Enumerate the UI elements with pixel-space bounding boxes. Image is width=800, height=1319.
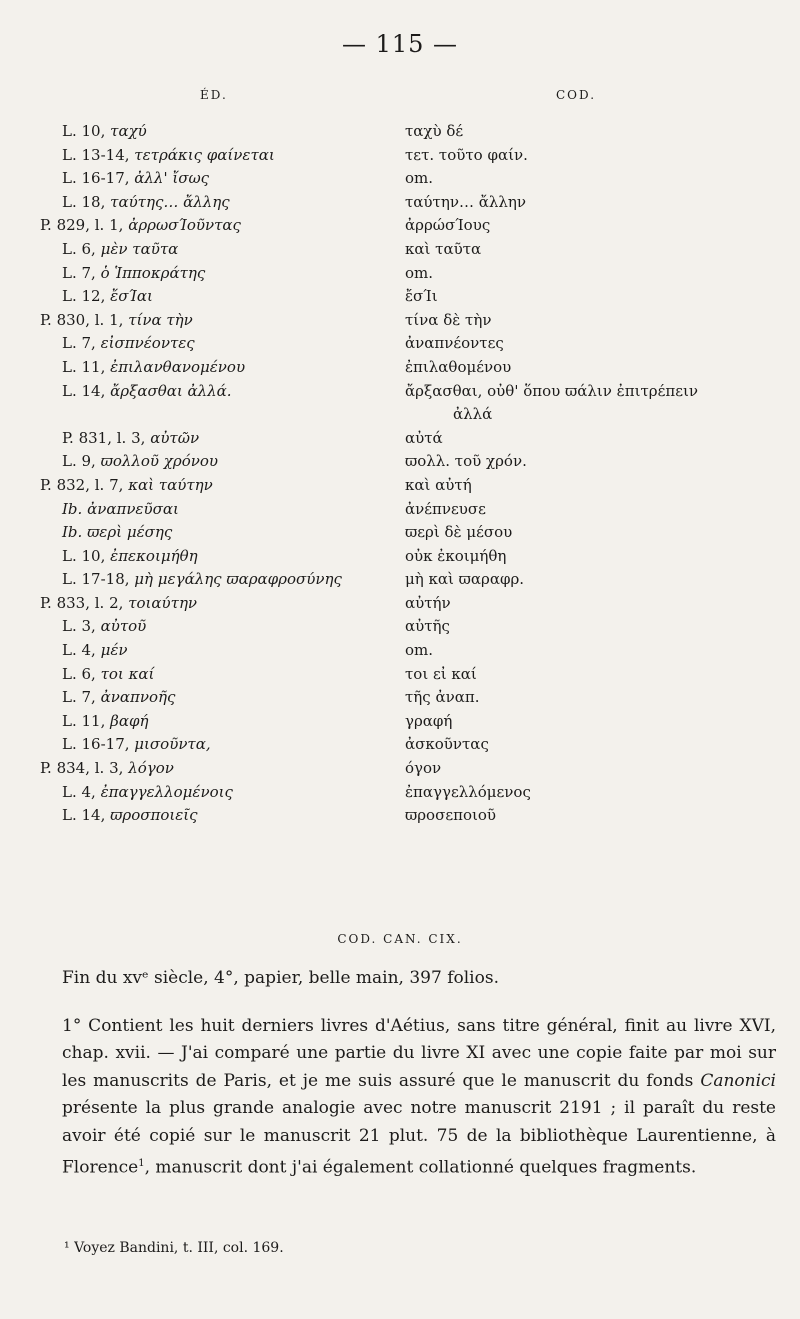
edition-reading bbox=[62, 804, 198, 827]
codex-reading bbox=[405, 615, 450, 638]
codex-reading bbox=[405, 380, 698, 426]
edition-text: ταύτης… ἄλλης bbox=[110, 192, 230, 211]
codex-text: ἄρξασθαι, οὐθ' ὅπου ϖάλιν ἐπιτρέπειν bbox=[405, 381, 698, 400]
line-reference: L. 7, bbox=[62, 263, 96, 282]
edition-reading bbox=[40, 592, 197, 615]
codex-text: τῆς ἀναπ. bbox=[405, 688, 480, 707]
edition-reading bbox=[62, 545, 198, 568]
codex-reading bbox=[405, 191, 526, 214]
codex-text: όγον bbox=[405, 759, 442, 778]
codex-reading bbox=[405, 663, 477, 686]
edition-text: ταχύ bbox=[110, 122, 147, 140]
line-reference: Ib. bbox=[62, 523, 83, 542]
codex-text: ἀρρώσΊους bbox=[405, 216, 491, 235]
edition-text: μισοῦντα, bbox=[134, 735, 211, 754]
edition-text: αὐτοῦ bbox=[100, 617, 147, 636]
paragraph-italic: Canonici bbox=[700, 1070, 776, 1091]
edition-text: ἔσΊαι bbox=[110, 287, 153, 306]
edition-reading bbox=[62, 639, 128, 662]
edition-reading bbox=[62, 380, 232, 403]
footnote-mark: 1 bbox=[138, 1158, 145, 1170]
line-reference: L. 14, bbox=[62, 806, 106, 825]
variant-row bbox=[0, 663, 800, 687]
line-reference: L. 17-18, bbox=[62, 570, 130, 589]
edition-text: ἀρρωσΊοῦντας bbox=[128, 216, 241, 235]
variant-row bbox=[0, 804, 800, 828]
edition-reading bbox=[62, 498, 179, 521]
codex-reading bbox=[405, 733, 489, 756]
line-reference: L. 7, bbox=[62, 334, 96, 353]
edition-reading bbox=[62, 167, 209, 190]
variant-row bbox=[0, 592, 800, 616]
codex-text: τετ. τοῦτο φαίν. bbox=[405, 145, 528, 164]
codex-reading bbox=[405, 592, 451, 615]
line-reference: L. 16-17, bbox=[62, 169, 130, 188]
variant-row bbox=[0, 686, 800, 710]
variant-row bbox=[0, 781, 800, 805]
codex-text: μὴ καὶ ϖαραφρ. bbox=[405, 570, 525, 589]
edition-text: τίνα τὴν bbox=[128, 310, 193, 329]
codex-text: αὐτῆς bbox=[405, 617, 450, 636]
variant-row bbox=[0, 285, 800, 309]
edition-reading bbox=[62, 781, 233, 804]
codex-text: ἀναπνέοντες bbox=[405, 334, 504, 353]
variant-row bbox=[0, 710, 800, 734]
edition-reading bbox=[62, 191, 230, 214]
edition-text: τοι καί bbox=[100, 664, 155, 683]
paragraph-part-2: présente la plus grande analogie avec notre manuscrit 2191 ; il paraît du reste avoir été copié sur le manuscrit 21 plut. 75 de la bibliothèque Laurentienne, à Florence bbox=[62, 1098, 776, 1178]
codex-text: ϖερὶ δὲ μέσου bbox=[405, 523, 513, 542]
codex-text: om. bbox=[405, 169, 434, 188]
codex-text: καὶ ταῦτα bbox=[405, 239, 482, 258]
codex-reading bbox=[405, 450, 527, 473]
codex-text: γραφή bbox=[405, 711, 453, 730]
codex-reading bbox=[405, 545, 506, 568]
line-reference: P. 832, l. 7, bbox=[40, 475, 124, 494]
codex-reading bbox=[405, 804, 496, 827]
line-reference: L. 18, bbox=[62, 192, 106, 211]
variant-row bbox=[0, 474, 800, 498]
edition-reading bbox=[62, 262, 205, 285]
edition-reading bbox=[62, 356, 245, 379]
edition-reading bbox=[40, 214, 241, 237]
line-reference: L. 11, bbox=[62, 357, 106, 376]
edition-reading bbox=[40, 757, 174, 780]
edition-text: ὁ Ἱπποκράτης bbox=[100, 263, 206, 282]
line-reference: P. 829, l. 1, bbox=[40, 216, 124, 235]
codex-reading bbox=[405, 238, 481, 261]
edition-text: καὶ ταύτην bbox=[128, 475, 213, 494]
line-reference: L. 10, bbox=[62, 122, 106, 140]
codex-reading bbox=[405, 498, 486, 521]
edition-text: ἐπεκοιμήθη bbox=[110, 546, 198, 565]
codex-text: καὶ αὐτή bbox=[405, 475, 472, 494]
variant-row bbox=[0, 545, 800, 569]
edition-text: ἄρξασθαι ἀλλά. bbox=[110, 381, 232, 400]
codex-reading bbox=[405, 144, 528, 167]
line-reference: L. 14, bbox=[62, 381, 106, 400]
line-reference: L. 4, bbox=[62, 641, 96, 660]
codex-text: om. bbox=[405, 263, 434, 282]
line-reference: P. 831, l. 3, bbox=[62, 428, 146, 447]
codex-reading bbox=[405, 427, 443, 450]
codex-text: τοι εἰ καί bbox=[405, 664, 477, 683]
codex-text: αὐτά bbox=[405, 428, 443, 447]
edition-reading bbox=[62, 238, 178, 261]
edition-reading bbox=[40, 474, 213, 497]
edition-reading bbox=[62, 686, 175, 709]
variant-row bbox=[0, 309, 800, 333]
codex-reading bbox=[405, 262, 433, 285]
variant-row bbox=[0, 356, 800, 380]
edition-text: ϖερὶ μέσης bbox=[87, 523, 173, 542]
edition-reading bbox=[40, 309, 193, 332]
edition-text: μὴ μεγάλης ϖαραφροσύνης bbox=[134, 570, 342, 589]
codex-text: om. bbox=[405, 641, 434, 660]
codex-reading bbox=[405, 120, 463, 143]
codex-text: ἐπαγγελλόμενος bbox=[405, 782, 531, 801]
variant-row bbox=[0, 238, 800, 262]
variant-row bbox=[0, 498, 800, 522]
edition-reading bbox=[62, 120, 147, 143]
variant-row bbox=[0, 380, 800, 427]
variant-row bbox=[0, 639, 800, 663]
edition-text: ϖολλοῦ χρόνου bbox=[100, 452, 218, 471]
codex-reading bbox=[405, 214, 490, 237]
codex-reading bbox=[405, 568, 524, 591]
codex-text: ταχὺ δέ bbox=[405, 122, 464, 140]
line-reference: L. 6, bbox=[62, 664, 96, 683]
edition-reading bbox=[62, 615, 146, 638]
paragraph-part-1: 1° Contient les huit derniers livres d'Aétius, sans titre général, finit au livre XVI, chap. xvii. — J'ai comparé une partie du livre XI avec une copie faite par moi sur les manuscrits de Paris, et je me suis assuré que le manuscrit du fonds bbox=[62, 1016, 776, 1091]
line-reference: L. 16-17, bbox=[62, 735, 130, 754]
line-reference: L. 3, bbox=[62, 617, 96, 636]
section-title: COD. CAN. CIX. bbox=[337, 932, 463, 946]
codex-text: τίνα δὲ τὴν bbox=[405, 310, 492, 329]
edition-reading bbox=[62, 663, 154, 686]
line-reference: L. 11, bbox=[62, 711, 106, 730]
edition-reading bbox=[62, 144, 275, 167]
edition-reading bbox=[62, 332, 195, 355]
variant-row bbox=[0, 427, 800, 451]
codex-text: ϖροσεποιοῦ bbox=[405, 806, 497, 825]
edition-text: τοιαύτην bbox=[128, 593, 198, 612]
edition-reading bbox=[62, 733, 211, 756]
codex-text: ἐπιλαθομένου bbox=[405, 357, 512, 376]
edition-reading bbox=[62, 568, 342, 591]
variant-row bbox=[0, 120, 800, 144]
codex-reading bbox=[405, 332, 504, 355]
line-reference: Ib. bbox=[62, 499, 83, 518]
edition-text: ἀναπνεῦσαι bbox=[87, 499, 179, 518]
edition-text: ἀλλ' ἴσως bbox=[134, 169, 210, 188]
variant-row bbox=[0, 450, 800, 474]
variant-row bbox=[0, 214, 800, 238]
line-reference: L. 13-14, bbox=[62, 145, 130, 164]
variant-row bbox=[0, 757, 800, 781]
edition-text: λόγον bbox=[128, 759, 174, 778]
codex-text: ἀσκοῦντας bbox=[405, 735, 489, 754]
edition-text: ἐπαγγελλομένοις bbox=[100, 782, 233, 801]
variant-row bbox=[0, 144, 800, 168]
line-reference: L. 6, bbox=[62, 239, 96, 258]
manuscript-description: Fin du xvᵉ siècle, 4°, papier, belle main, 397 folios. bbox=[62, 968, 499, 988]
footnote: ¹ Voyez Bandini, t. III, col. 169. bbox=[64, 1240, 284, 1256]
codex-text: ἀνέπνευσε bbox=[405, 499, 486, 518]
variant-list bbox=[0, 120, 800, 828]
codex-text: ἔσΊι bbox=[405, 287, 438, 306]
codex-reading bbox=[405, 757, 441, 780]
codex-text-continuation: ἀλλά bbox=[453, 404, 493, 423]
line-reference: P. 834, l. 3, bbox=[40, 759, 124, 778]
codex-text: ϖολλ. τοῦ χρόν. bbox=[405, 452, 527, 471]
line-reference: L. 4, bbox=[62, 782, 96, 801]
edition-text: τετράκις φαίνεται bbox=[134, 145, 275, 164]
codex-reading bbox=[405, 686, 479, 709]
codex-reading bbox=[405, 285, 438, 308]
codex-reading bbox=[405, 521, 512, 544]
codex-reading bbox=[405, 474, 472, 497]
line-reference: L. 9, bbox=[62, 452, 96, 471]
edition-text: μέν bbox=[100, 641, 128, 660]
page-number: — 115 — bbox=[341, 30, 459, 58]
codex-reading bbox=[405, 356, 511, 379]
codex-reading bbox=[405, 710, 452, 733]
codex-text: οὐκ ἐκοιμήθη bbox=[405, 546, 507, 565]
codex-text: ταύτην… ἄλλην bbox=[405, 192, 526, 211]
variant-row bbox=[0, 733, 800, 757]
edition-text: ἀναπνοῆς bbox=[100, 688, 176, 707]
codex-reading bbox=[405, 639, 433, 662]
variant-row bbox=[0, 568, 800, 592]
edition-reading bbox=[62, 710, 148, 733]
edition-reading bbox=[62, 450, 218, 473]
variant-row bbox=[0, 521, 800, 545]
body-paragraph bbox=[62, 1013, 776, 1182]
line-reference: P. 833, l. 2, bbox=[40, 593, 124, 612]
variant-row bbox=[0, 262, 800, 286]
line-reference: L. 10, bbox=[62, 546, 106, 565]
edition-text: αὐτῶν bbox=[150, 428, 200, 447]
line-reference: P. 830, l. 1, bbox=[40, 310, 124, 329]
codex-reading bbox=[405, 781, 531, 804]
edition-text: ἐπιλανθανομένου bbox=[110, 357, 246, 376]
line-reference: L. 7, bbox=[62, 688, 96, 707]
variant-row bbox=[0, 615, 800, 639]
codex-reading bbox=[405, 309, 491, 332]
edition-reading bbox=[62, 521, 172, 544]
edition-reading bbox=[62, 285, 153, 308]
edition-text: εἰσπνέοντες bbox=[100, 334, 195, 353]
edition-text: ϖροσποιεῖς bbox=[110, 806, 198, 825]
codex-reading bbox=[405, 167, 433, 190]
edition-reading bbox=[62, 427, 199, 450]
column-header-cod: COD. bbox=[556, 88, 597, 102]
variant-row bbox=[0, 332, 800, 356]
variant-row bbox=[0, 191, 800, 215]
edition-text: βαφή bbox=[110, 711, 149, 730]
column-header-ed: ÉD. bbox=[200, 88, 228, 102]
edition-text: μὲν ταῦτα bbox=[100, 239, 179, 258]
paragraph-part-3: , manuscrit dont j'ai également collationné quelques fragments. bbox=[144, 1157, 697, 1178]
codex-text: αὐτήν bbox=[405, 593, 451, 612]
variant-row bbox=[0, 167, 800, 191]
line-reference: L. 12, bbox=[62, 287, 106, 306]
